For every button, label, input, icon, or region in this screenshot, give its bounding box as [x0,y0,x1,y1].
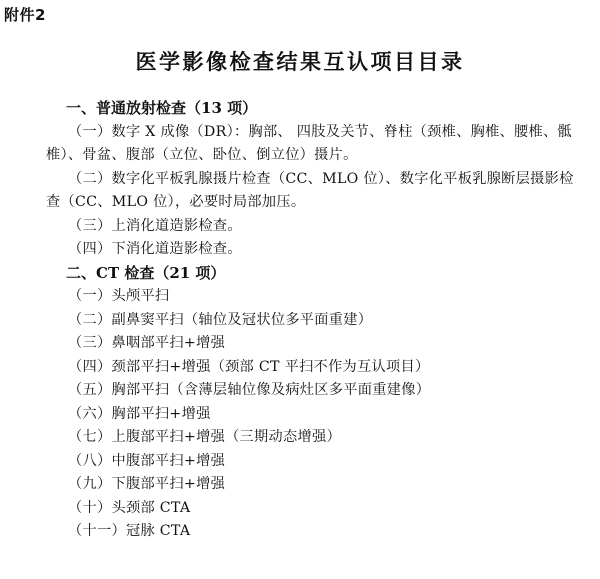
list-item: （四）颈部平扫+增强（颈部 CT 平扫不作为互认项目） [68,358,430,375]
list-item: （七）上腹部平扫+增强（三期动态增强） [68,429,341,445]
list-item: （三）上消化道造影检查。 [68,217,242,234]
list-item: （四）下消化道造影检查。 [68,241,242,257]
list-item: （九）下腹部平扫+增强 [68,476,226,492]
list-item: （八）中腹部平扫+增强 [68,452,226,469]
list-item: （十）头颈部 CTA [68,499,191,516]
list-item: （二）副鼻窦平扫（轴位及冠状位多平面重建） [68,311,373,328]
document-title: 医学影像检查结果互认项目目录 [135,49,465,74]
list-item: （二）数字化平板乳腺摄片检查（CC、MLO 位）、数字化平板乳腺断层摄影检查（CC、MLO 位），必要时局部加压。 [46,170,574,210]
attachment-label: 附件2 [4,6,46,24]
list-item: （五）胸部平扫（含薄层轴位像及病灶区多平面重建像） [68,382,431,398]
list-item: （十一）冠脉 CTA [68,523,191,539]
document-body [46,97,576,544]
list-item: （一）头颅平扫 [68,288,170,304]
section-heading-ct: 二、CT 检查（21 项） [66,263,226,282]
list-item: （一）数字 X 成像（DR）：胸部、 四肢及关节、脊柱（颈椎、胸椎、腰椎、骶椎）、骨盆、腹部（立位、卧位、倒立位）摄片。 [46,123,572,163]
list-item: （六）胸部平扫+增强 [68,405,211,422]
list-item: （三）鼻咽部平扫+增强 [68,335,226,351]
section-heading-radiography: 一、普通放射检查（13 项） [66,99,258,117]
